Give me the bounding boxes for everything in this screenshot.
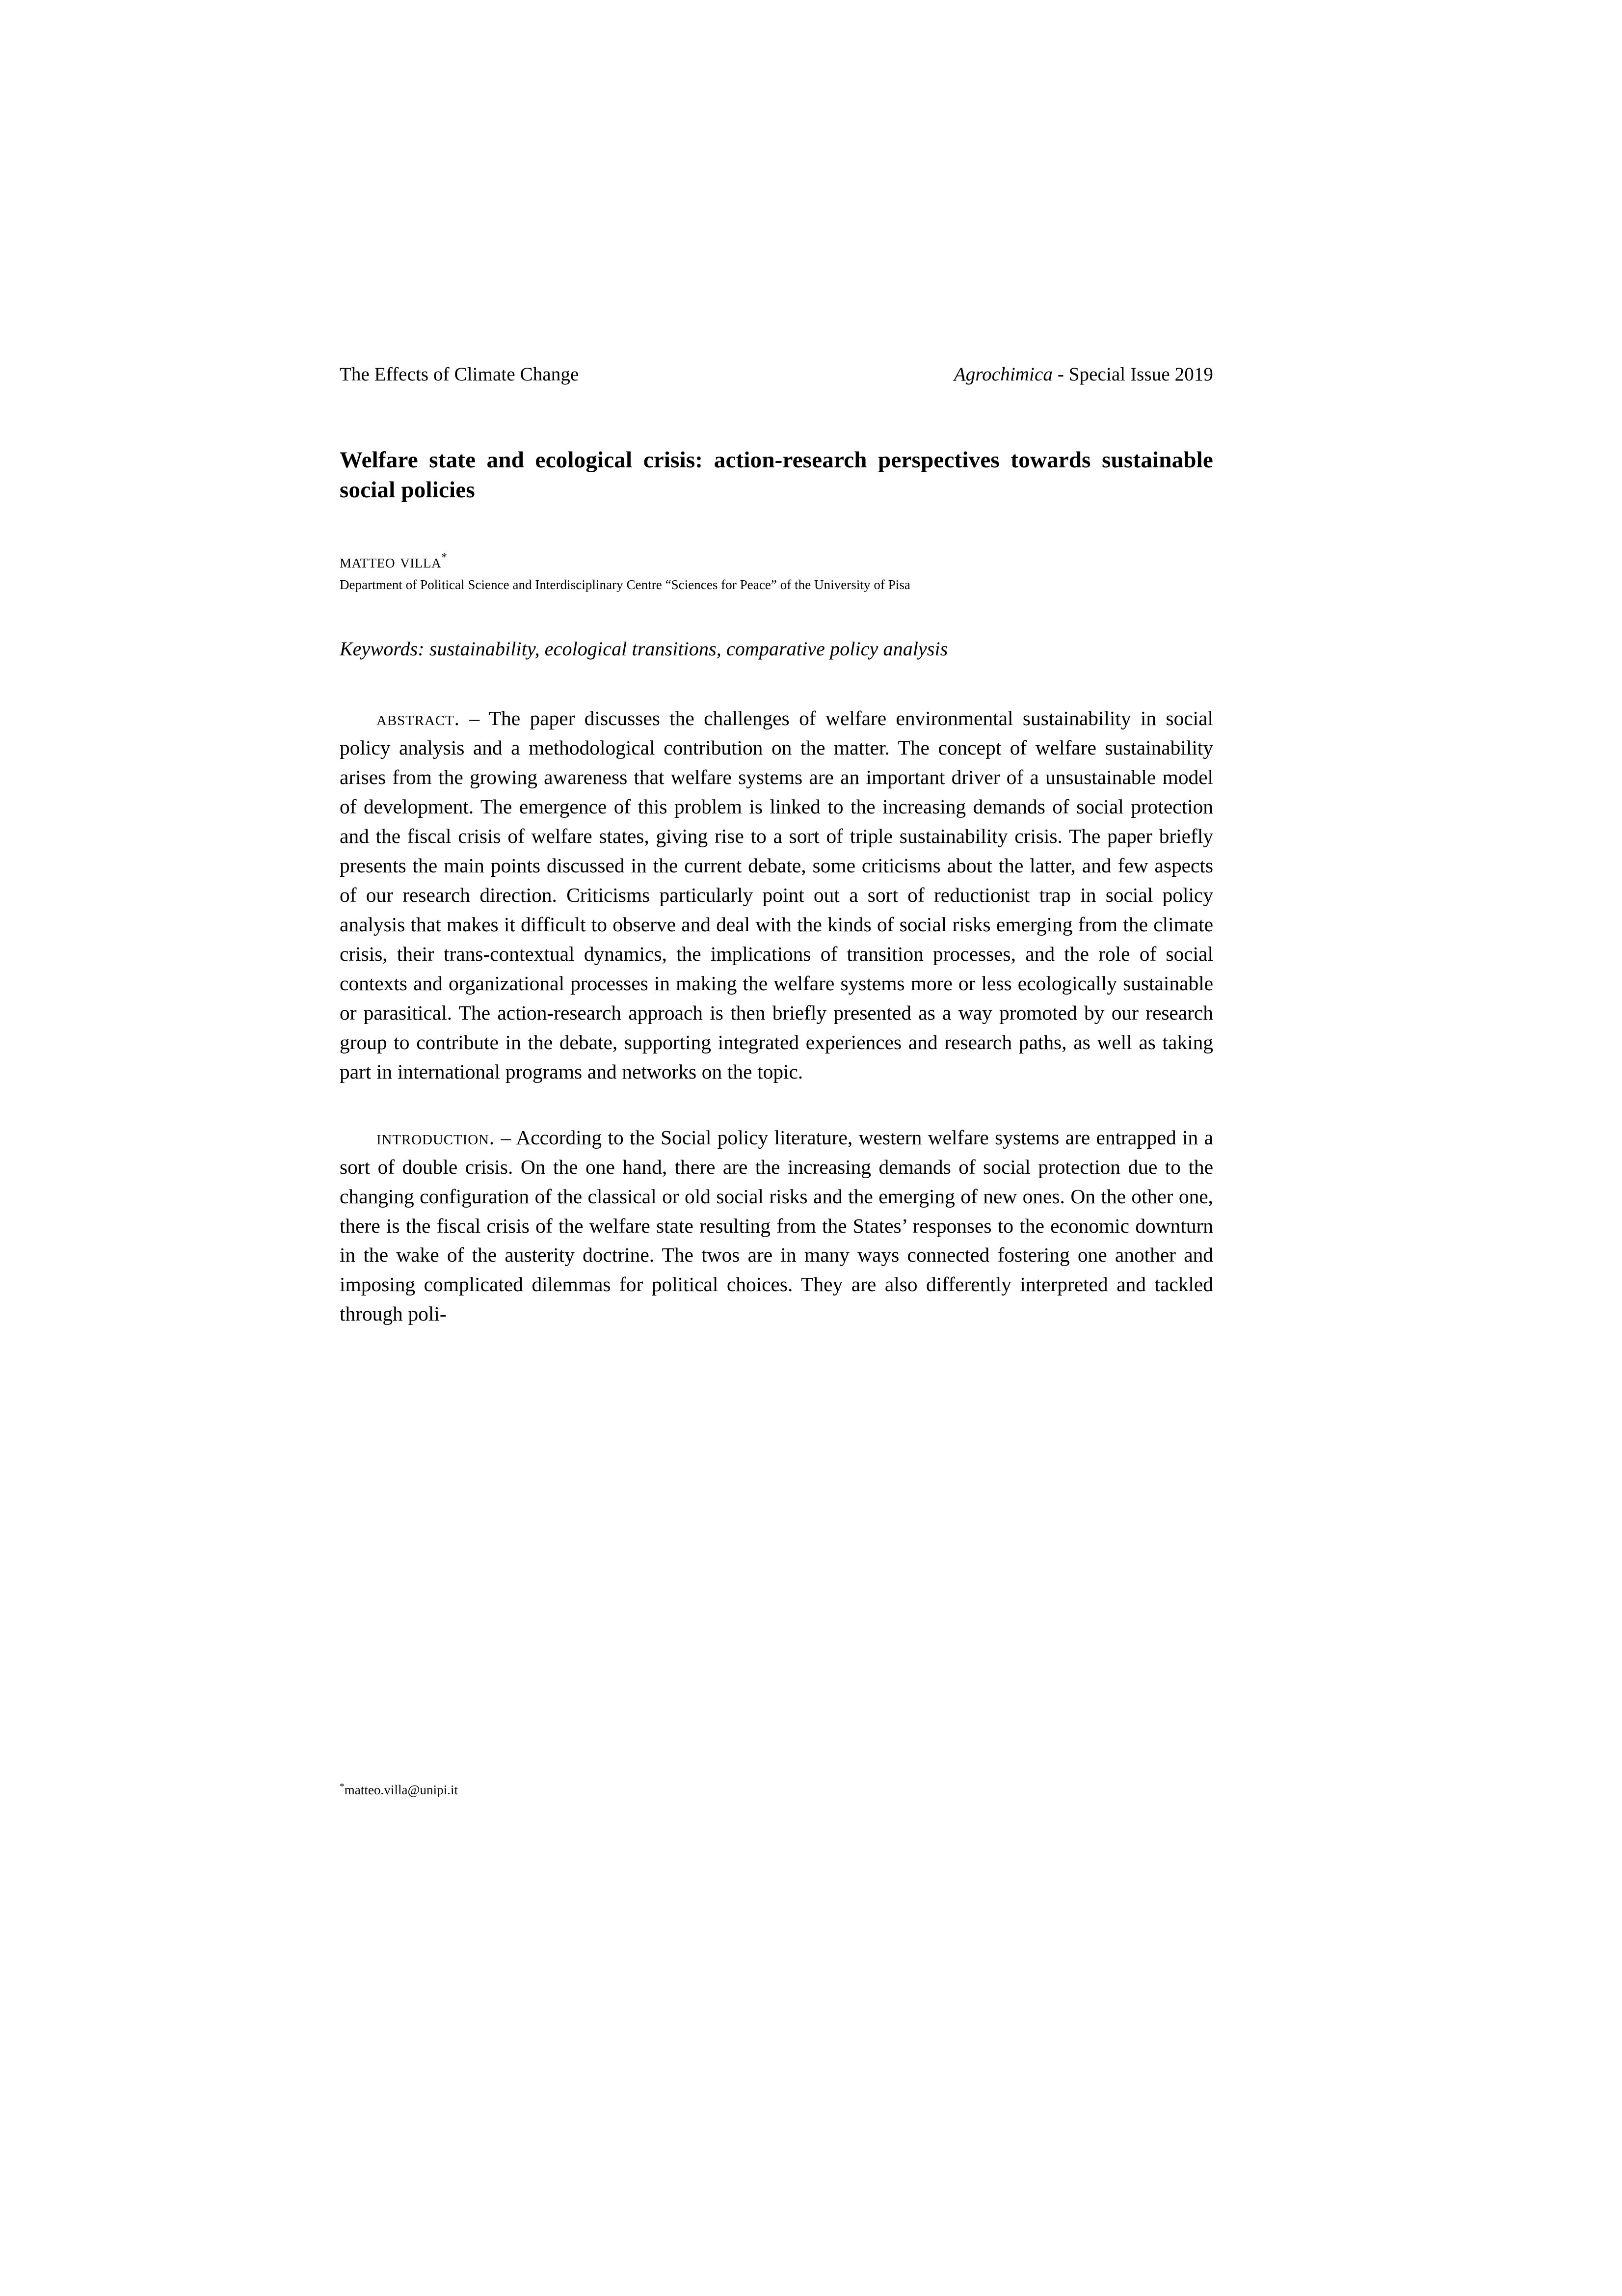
footnote [340,1781,1213,1799]
abstract-dash: – [459,707,489,730]
author-name: matteo villa [340,551,442,572]
running-head [340,363,1213,386]
running-head-right [954,363,1213,386]
introduction-text: According to the Social policy literature, western welfare systems are entrapped in a sort of double crisis. On the one hand, there are the increasing demands of social protection due to the changing configuration of the classical or old social risks and the emerging of new ones. On the other one, there is the fiscal crisis of the welfare state resulting from the States’ responses to the economic downturn in the wake of the austerity doctrine. The twos are in many ways connected fostering one another and imposing complicated dilemmas for political choices. They are also differently interpreted and tackled through poli- [340,1126,1213,1325]
page-title: Welfare state and ecological crisis: action-research perspectives towards sustainable social policies [340,447,1213,503]
running-head-left: The Effects of Climate Change [340,364,579,385]
abstract-heading: abstract. [376,707,460,730]
introduction-dash: – [495,1126,516,1149]
journal-name: Agrochimica [954,364,1053,385]
abstract-paragraph [340,704,1213,1086]
footnote-marker: * [340,1782,345,1792]
footnote-email: matteo.villa@unipi.it [344,1783,458,1797]
issue-label: - Special Issue 2019 [1052,364,1213,385]
introduction-paragraph [340,1123,1213,1329]
author-block [340,550,1213,594]
author-footnote-marker: * [441,551,448,564]
abstract-text: The paper discusses the challenges of welfare environmental sustainability in social policy analysis and a methodological contribution on the matter. The concept of welfare sustainability arises from the growing awareness that welfare systems are an important driver of a unsustainable model of development. The emergence of this problem is linked to the increasing demands of social protection and the fiscal crisis of welfare states, giving rise to a sort of triple sustainability crisis. The paper briefly presents the main points discussed in the current debate, some criticisms about the latter, and few aspects of our research direction. Criticisms particularly point out a sort of reductionist trap in social policy analysis that makes it difficult to observe and deal with the kinds of social risks emerging from the climate crisis, their trans-contextual dynamics, the implications of transition processes, and the role of social contexts and organizational processes in making the welfare systems more or less ecologically sustainable or parasitical. The action-research approach is then briefly presented as a way promoted by our research group to contribute in the debate, supporting integrated experiences and research paths, as well as taking part in international programs and networks on the topic. [340,707,1214,1083]
author-name-line [340,550,1213,574]
introduction-heading: introduction. [376,1126,495,1149]
page-content [340,363,1213,1350]
author-affiliation: Department of Political Science and Interdisciplinary Centre “Sciences for Peace” of the University of Pisa [340,577,910,593]
keywords-line: Keywords: sustainability, ecological transitions, comparative policy analysis [340,638,948,660]
